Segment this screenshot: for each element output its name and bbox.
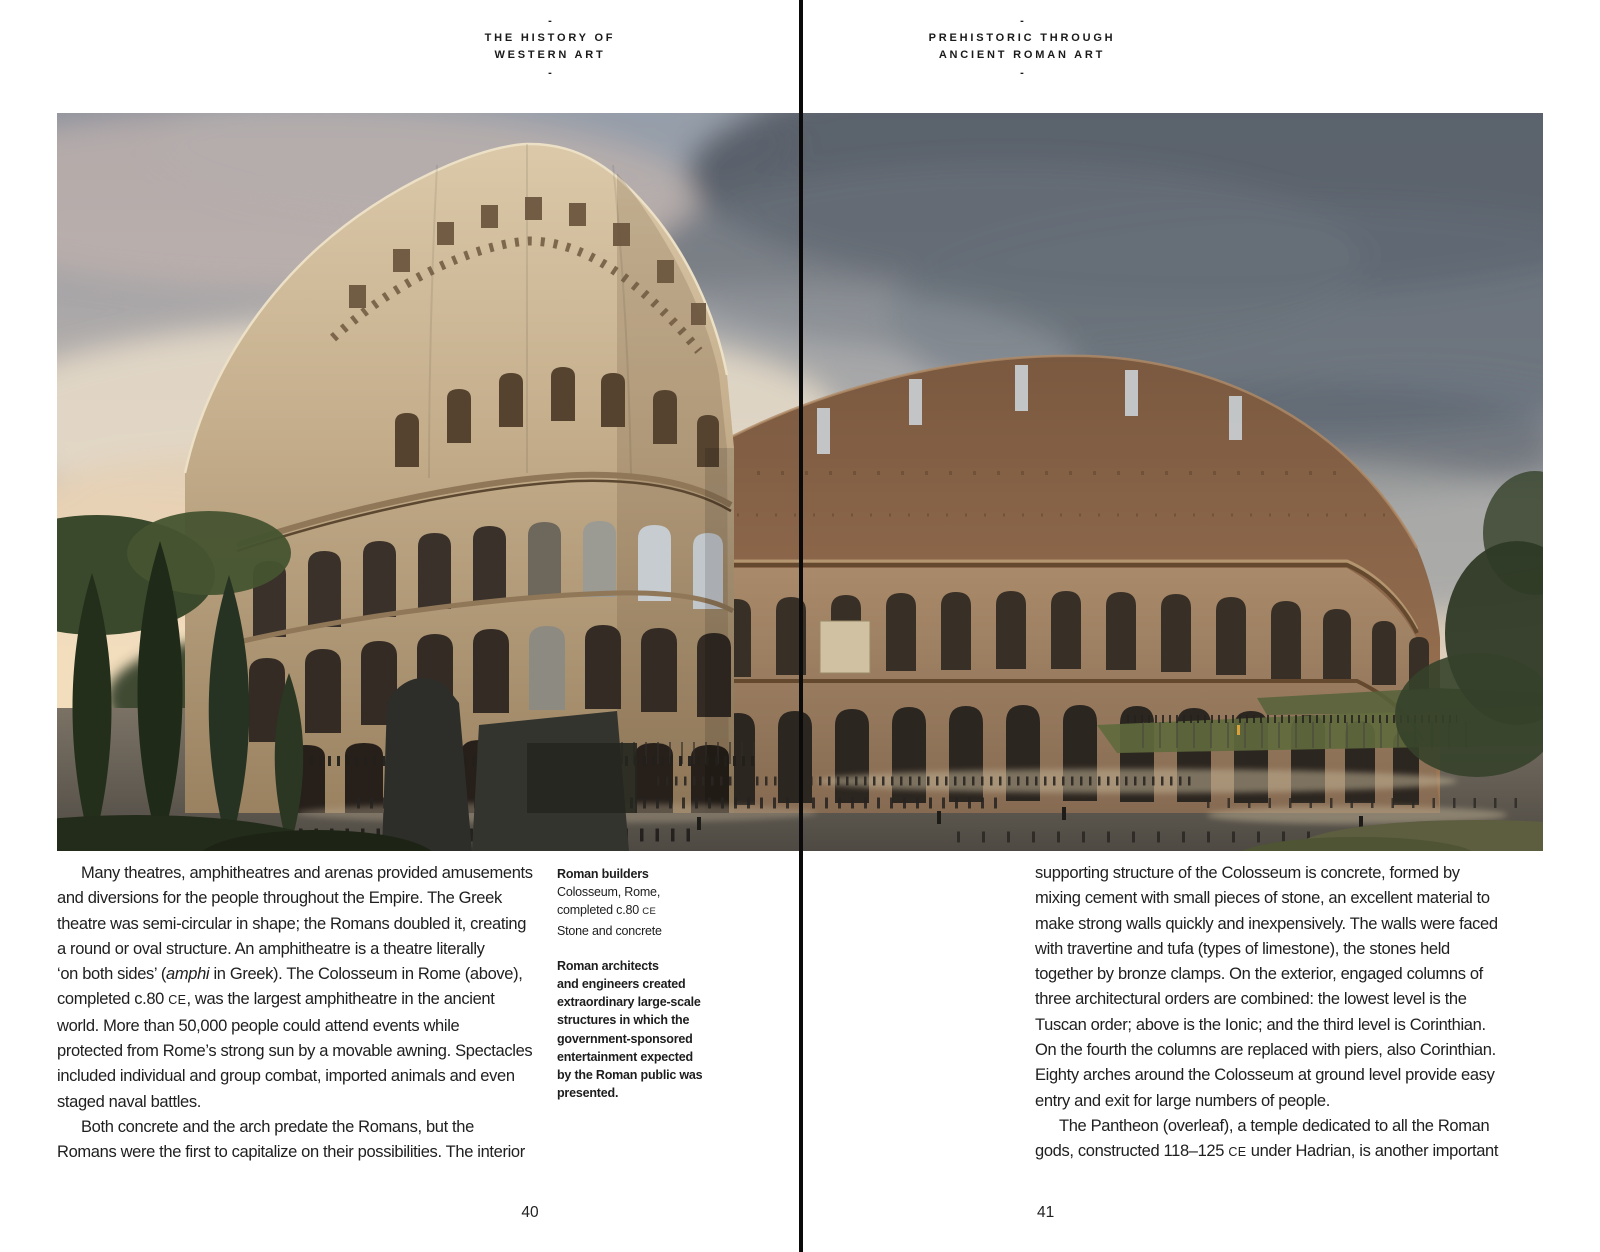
ornament-dash: - bbox=[1020, 15, 1024, 27]
text-line: and diversions for the people throughout the Empire. The Greek bbox=[57, 889, 502, 908]
text-line: completed c.80 CE bbox=[557, 903, 657, 918]
text-line: with travertine and tufa (types of limestone), the stones held bbox=[1035, 939, 1450, 958]
text-line: Both concrete and the arch predate the Romans, but the bbox=[81, 1117, 474, 1136]
text-line: completed c.80 CE, was the largest amphitheatre in the ancient bbox=[57, 990, 495, 1009]
text-line: entertainment expected bbox=[557, 1049, 693, 1064]
text-line: Colosseum, Rome, bbox=[557, 885, 661, 900]
ornament-dash: - bbox=[548, 67, 552, 79]
text-line: and engineers created bbox=[557, 977, 686, 992]
text-line: together by bronze clamps. On the exterior, engaged columns of bbox=[1035, 965, 1483, 984]
text-line: included individual and group combat, imported animals and even bbox=[57, 1067, 515, 1086]
text-line: mixing cement with small pieces of stone, an excellent material to bbox=[1035, 889, 1490, 908]
text-line: Roman architects bbox=[557, 958, 659, 973]
text-line: ‘on both sides’ (amphi in Greek). The Colosseum in Rome (above), bbox=[57, 965, 523, 984]
image-caption bbox=[557, 865, 722, 1119]
running-head-line: ANCIENT ROMAN ART bbox=[938, 49, 1106, 61]
text-line: gods, constructed 118–125 CE under Hadrian, is another important bbox=[1035, 1142, 1499, 1161]
text-line: entry and exit for large numbers of people. bbox=[1035, 1091, 1330, 1110]
text-line: government-sponsored bbox=[557, 1031, 693, 1046]
text-line: protected from Rome’s strong sun by a movable awning. Spectacles bbox=[57, 1042, 533, 1061]
text-line: Romans were the first to capitalize on their possibilities. The interior bbox=[57, 1143, 525, 1162]
right-page-body-text bbox=[1035, 861, 1515, 1166]
inscription-plaque bbox=[820, 621, 870, 673]
caption-credit-block bbox=[557, 865, 722, 940]
text-line: by the Roman public was bbox=[557, 1068, 703, 1083]
text-line: Tuscan order; above is the Ionic; and the third level is Corinthian. bbox=[1035, 1015, 1486, 1034]
text-line: Eighty arches around the Colosseum at ground level provide easy bbox=[1035, 1066, 1495, 1085]
left-page-number: 40 bbox=[521, 1204, 539, 1221]
text-line: On the fourth the columns are replaced with piers, also Corinthian. bbox=[1035, 1041, 1496, 1060]
right-page-number: 41 bbox=[1037, 1204, 1055, 1221]
text-line: Stone and concrete bbox=[557, 923, 662, 938]
text-line: world. More than 50,000 people could attend events while bbox=[57, 1016, 460, 1035]
text-line: a round or oval structure. An amphitheatre is a theatre literally bbox=[57, 939, 485, 958]
text-line: presented. bbox=[557, 1086, 619, 1101]
text-line: staged naval battles. bbox=[57, 1092, 202, 1111]
running-head-line: THE HISTORY OF bbox=[484, 32, 616, 44]
book-gutter-line bbox=[799, 0, 803, 1252]
text-line: make strong walls quickly and inexpensively. The walls were faced bbox=[1035, 914, 1498, 933]
left-running-head bbox=[410, 12, 690, 82]
running-head-line: PREHISTORIC THROUGH bbox=[928, 32, 1116, 44]
right-running-head bbox=[882, 12, 1162, 82]
text-line: three architectural orders are combined: the lowest level is the bbox=[1035, 990, 1467, 1009]
caption-commentary-block bbox=[557, 957, 722, 1103]
ornament-dash: - bbox=[548, 15, 552, 27]
ornament-dash: - bbox=[1020, 67, 1024, 79]
text-line: The Pantheon (overleaf), a temple dedicated to all the Roman bbox=[1059, 1116, 1490, 1135]
left-page-body-text bbox=[57, 861, 537, 1166]
text-line: Roman builders bbox=[557, 867, 649, 881]
text-line: structures in which the bbox=[557, 1013, 690, 1028]
text-line: theatre was semi-circular in shape; the Romans doubled it, creating bbox=[57, 914, 527, 933]
text-line: extraordinary large-scale bbox=[557, 995, 701, 1010]
running-head-line: WESTERN ART bbox=[494, 49, 606, 61]
text-line: supporting structure of the Colosseum is concrete, formed by bbox=[1035, 864, 1460, 882]
text-line: Many theatres, amphitheatres and arenas provided amusements bbox=[81, 864, 533, 882]
